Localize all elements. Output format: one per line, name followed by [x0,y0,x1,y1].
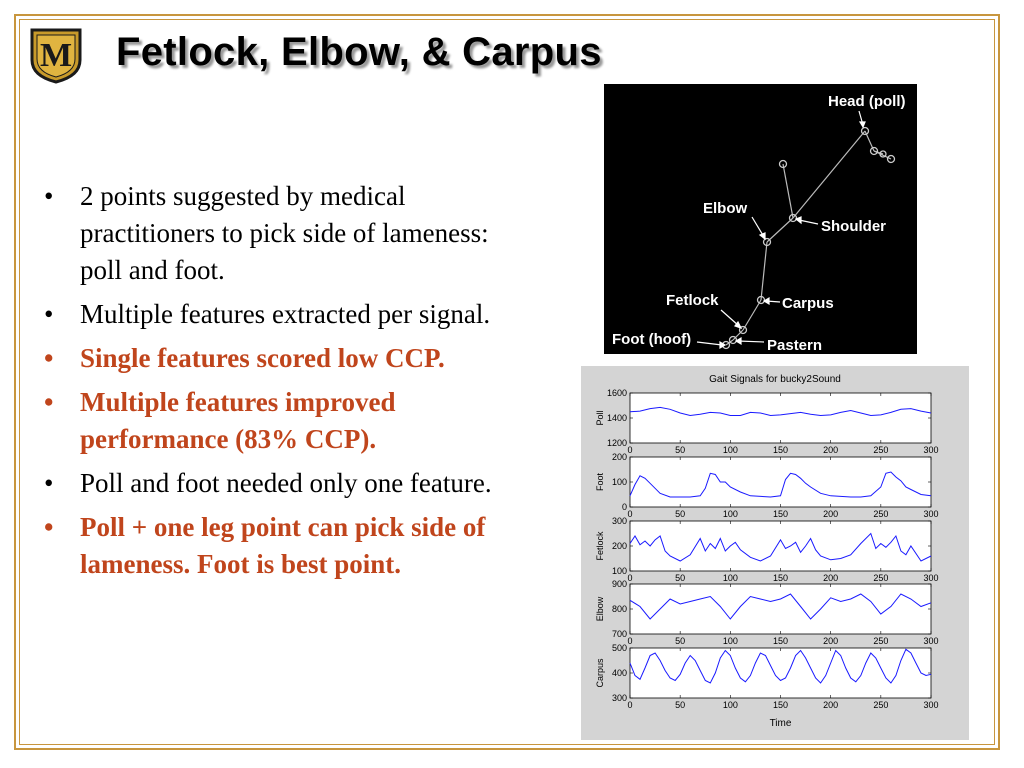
x-tick-label: 300 [923,573,939,583]
x-tick-label: 0 [627,445,633,455]
x-tick-label: 150 [772,700,789,710]
y-tick-label: 700 [611,629,627,639]
bullet-item [44,296,514,333]
x-tick-label: 200 [823,445,839,455]
bullet-item [44,465,514,502]
label-pastern: Pastern [767,337,823,354]
bullet-dot-icon: • [44,387,54,417]
y-tick-label: 800 [611,604,627,614]
bullet-dot-icon: • [44,343,54,373]
x-tick-label: 300 [923,445,939,455]
y-tick-label: 1200 [606,438,627,448]
chart-title: Gait Signals for bucky2Sound [709,374,841,385]
subplot-axes-fetlock [630,521,931,571]
y-axis-label-foot: Foot [595,472,605,492]
subplot-axes-foot [630,457,931,507]
y-tick-label: 200 [611,541,627,551]
y-tick-label: 500 [611,643,627,653]
bullet-text: Poll + one leg point can pick side of lameness. Foot is best point. [80,512,486,579]
x-tick-label: 250 [873,573,889,583]
subplot-axes-elbow [630,584,931,634]
x-tick-label: 300 [923,509,939,519]
x-tick-label: 300 [923,636,939,646]
label-foot-hoof: Foot (hoof) [612,331,692,348]
subplot-axes-poll [630,393,931,443]
bullet-dot-icon: • [44,181,54,211]
x-tick-label: 250 [873,700,889,710]
subplot-axes-carpus [630,648,931,698]
y-axis-label-carpus: Carpus [595,658,605,688]
bullet-item [44,509,514,583]
x-tick-label: 0 [627,573,633,583]
y-axis-label-elbow: Elbow [595,596,605,622]
y-tick-label: 0 [621,502,627,512]
x-tick-label: 50 [675,636,686,646]
bullet-list [44,178,514,590]
x-tick-label: 150 [772,636,789,646]
y-axis-label-fetlock: Fetlock [595,531,605,561]
x-tick-label: 0 [627,509,633,519]
y-tick-label: 300 [611,516,627,526]
x-tick-label: 150 [772,445,789,455]
x-tick-label: 200 [823,636,839,646]
bullet-dot-icon: • [44,512,54,542]
x-tick-label: 100 [722,573,738,583]
x-tick-label: 200 [823,700,839,710]
bullet-text: Poll and foot needed only one feature. [80,468,492,498]
x-tick-label: 250 [873,445,889,455]
y-axis-label-poll: Poll [595,410,605,426]
y-tick-label: 100 [611,477,627,487]
y-tick-label: 400 [611,668,627,678]
gait-signals-chart [581,366,969,740]
x-tick-label: 150 [772,509,789,519]
bullet-text: 2 points suggested by medical practitioners to pick side of lameness: poll and foot. [80,181,489,285]
x-tick-label: 0 [627,700,633,710]
logo-letter: M [39,37,73,74]
bullet-item [44,178,514,289]
bullet-text: Single features scored low CCP. [80,343,445,373]
y-tick-label: 1600 [606,388,627,398]
x-tick-label: 150 [772,573,789,583]
x-tick-label: 100 [722,636,738,646]
label-head-poll: Head (poll) [828,93,906,110]
x-tick-label: 50 [675,509,686,519]
bullet-item [44,384,514,458]
bullet-item [44,340,514,377]
x-tick-label: 300 [923,700,939,710]
mizzou-shield-logo-icon [28,26,84,84]
x-tick-label: 200 [823,509,839,519]
x-tick-label: 50 [675,445,686,455]
x-tick-label: 0 [627,636,633,646]
x-tick-label: 100 [722,445,738,455]
y-tick-label: 200 [611,452,627,462]
x-tick-label: 250 [873,509,889,519]
bullet-text: Multiple features improved performance (83% CCP). [80,387,396,454]
bullet-dot-icon: • [44,299,54,329]
x-tick-label: 50 [675,573,686,583]
bullet-dot-icon: • [44,468,54,498]
x-tick-label: 250 [873,636,889,646]
x-tick-label: 50 [675,700,686,710]
label-fetlock: Fetlock [666,292,719,309]
label-carpus: Carpus [782,295,834,312]
x-axis-label: Time [769,718,792,729]
slide-title: Fetlock, Elbow, & Carpus [116,30,602,74]
label-shoulder: Shoulder [821,218,887,235]
x-tick-label: 100 [722,509,738,519]
y-tick-label: 900 [611,579,627,589]
y-tick-label: 100 [611,566,627,576]
y-tick-label: 300 [611,693,627,703]
horse-skeleton-figure [604,84,917,354]
x-tick-label: 100 [722,700,738,710]
y-tick-label: 1400 [606,413,627,423]
label-elbow: Elbow [703,200,748,217]
x-tick-label: 200 [823,573,839,583]
bullet-text: Multiple features extracted per signal. [80,299,491,329]
